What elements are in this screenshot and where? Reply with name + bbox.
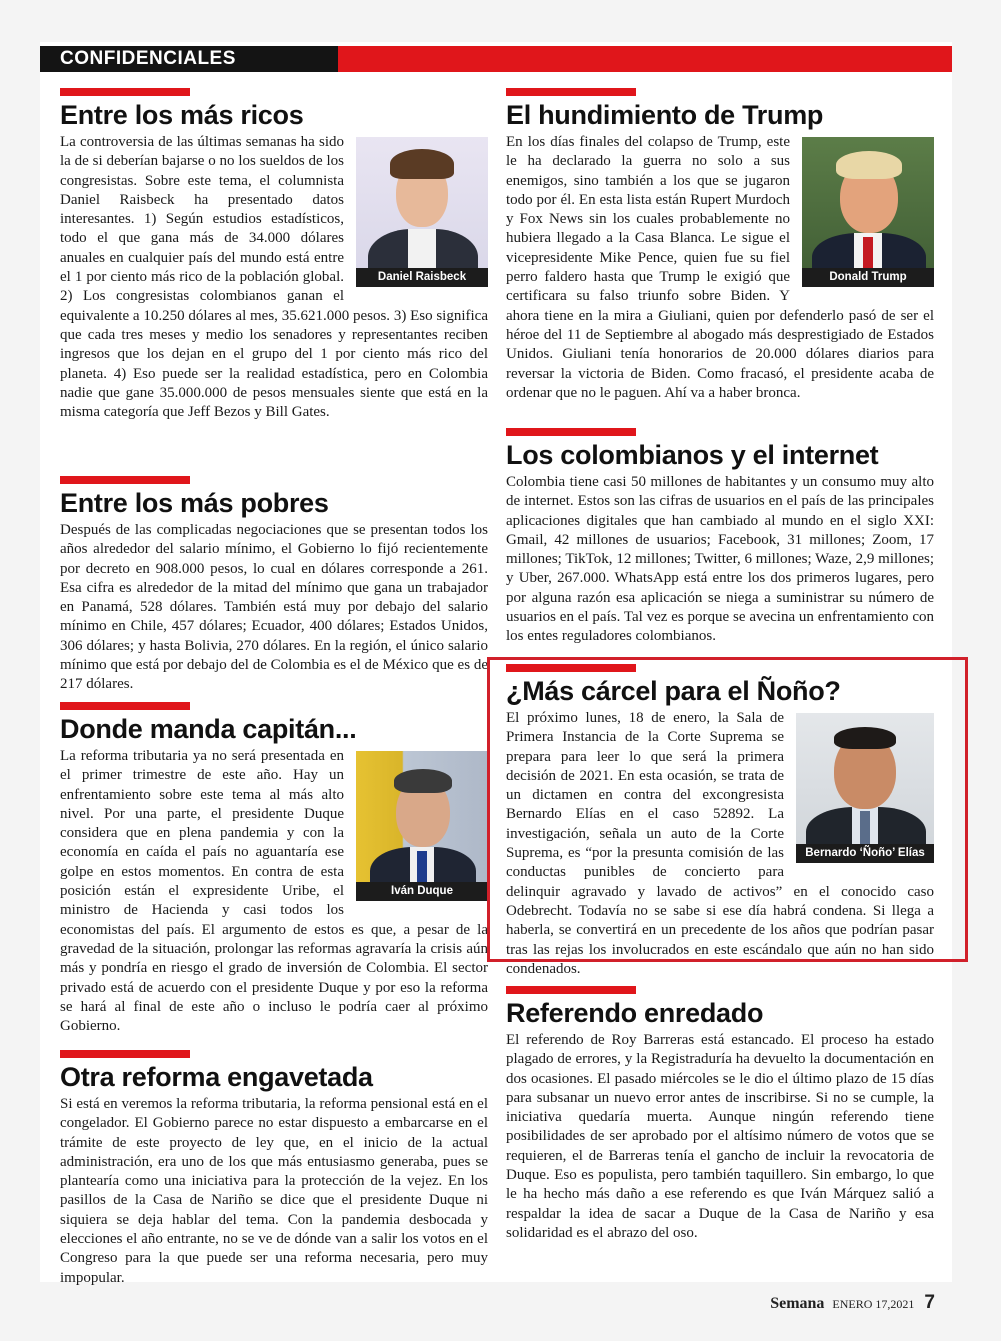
article-accent-bar xyxy=(60,702,190,710)
article-title: Donde manda capitán... xyxy=(60,714,357,744)
article-title: Otra reforma engavetada xyxy=(60,1062,373,1092)
article-accent-bar xyxy=(506,986,636,994)
photo-caption: Iván Duque xyxy=(356,882,488,901)
article-body: En los días finales del colapso de Trump, este le ha declarado la guerra no solo a sus enemigos, sino también a los que se jugaron todo por él. En esta lista están Rupert Murdoch y Fox News sin los cuales probablemente no hubiera llegado a la Casa Blanca. Le sigue el vicepresidente Mike Pence, quien fue su fiel perro faldero hasta que Trump le exigió que certificara su falso triunfo sobre Biden. Y ahora tiene en la mira a Giuliani, quien por defenderlo pasó de ser el héroe del 11 de Septiembre al abogado más desprestigiado de Estados Unidos. Giuliani tenía honorarios de 20.000 dólares diarios para reversar la victoria de Biden. Como fracasó, el presidente acaba de ordenar que no le paguen. Ahí va a haber bronca. xyxy=(506,134,934,401)
article-accent-bar xyxy=(60,1050,190,1058)
article-body: La controversia de las últimas semanas ha sido la de si deberían bajarse o no los sueldos de los congresistas. Sobre este tema, el columnista Daniel Raisbeck ha presentado datos interesantes. 1) Según estudios estadísticos, todo el que gana más de 34.000 dólares anuales en cualquier país del mundo está entre el 1 por ciento más rico de la población global. 2) Los congresistas colombianos ganan el equivalente a 10.250 dólares al mes, 35.621.000 pesos. 3) Eso significa que cada tres meses y medio los senadores y representantes reciben ingresos que los dejan en el grupo del 1 por ciento más rico del planeta. 4) Eso puede ser la realidad estadística, pero en Colombia nadie que gane 35.000.000 de pesos mensuales siente que está en la misma categoría que Jeff Bezos y Bill Gates. xyxy=(60,134,488,421)
highlight-box xyxy=(487,657,968,962)
article-reforma xyxy=(60,1050,488,1288)
section-label: CONFIDENCIALES xyxy=(60,48,236,69)
article-body: Colombia tiene casi 50 millones de habitantes y un consumo muy alto de internet. Estos son las cifras de usuarios en el país de las principales aplicaciones digitales que han cambiado al mundo en el siglo XXI: Gmail, 42 millones de usuarios; Facebook, 31 millones; Zoom, 17 millones; TikTok, 12 millones; Twitter, 6 millones; Waze, 2,9 millones; y Uber, 267.000. WhatsApp está entre los dos primeros lugares, pero por alguna razón esa aplicación se niega a suministrar su número de usuarios en el país. Tal vez es porque se avecina un enfrentamiento con los entes reguladores colombianos. xyxy=(506,474,934,645)
article-title: Referendo enredado xyxy=(506,998,764,1028)
photo-caption: Bernardo ‘Ñoño’ Elías xyxy=(796,844,934,863)
page-number: 7 xyxy=(924,1292,935,1313)
article-body: La reforma tributaria ya no será presentada en el primer trimestre de este año. Hay un enfrentamiento sobre este tema al más alto nivel. Por una parte, el presidente Duque considera que en plena pandemia y con la economía en caída el país no aguantaría ese golpe en estos momentos. En contra de esta posición están el expresidente Uribe, el ministro de Hacienda y casi todos los economistas del país. El argumento de estos es que, a pesar de la gravedad de la situación, prolongar las reformas agravaría la crisis aún más y pondría en riesgo el grado de inversión de Colombia. El sector privado está de acuerdo con el presidente Duque y por eso la reforma se hará al final de este año o incluso le podría caer al próximo Gobierno. xyxy=(60,748,488,1035)
article-trump xyxy=(506,88,934,418)
footer-date: ENERO 17,2021 xyxy=(832,1297,915,1311)
article-body: Después de las complicadas negociaciones que se presentan todos los años alrededor del salario mínimo, el Gobierno lo fijó recientemente por decreto en 908.000 pesos, lo cual en dólares corresponde a 261. Esa cifra es alrededor de la mitad del mínimo que gana un trabajador en Panamá, 528 dólares. También está muy por debajo del salario mínimo en Chile, 457 dólares; Ecuador, 400 dólares; Estados Unidos, 306 dólares; y hasta Bolivia, 270 dólares. En la región, el único salario mínimo que está por debajo del de Colombia es el de México que es de 217 dólares. xyxy=(60,522,488,693)
article-title: El hundimiento de Trump xyxy=(506,100,824,130)
article-title: Entre los más pobres xyxy=(60,488,329,518)
article-body: El referendo de Roy Barreras está estancado. El proceso ha estado plagado de errores, y la Registraduría ha devuelto la documentación en dos ocasiones. El pasado miércoles se le dio el último plazo de 15 días para subsanar un nuevo error antes de inscribirse. Si no se cumple, la iniciativa quedaría muerta. Aunque ningún referendo tiene posibilidades de ser aprobado por el altísimo número de votos que se requieren, el de Barreras tenía el gancho de incluir la revocatoria de Duque. Eso es populista, pero también taquillero. Sin embargo, lo que le ha hecho más daño a ese referendo es que Iván Márquez salió a respaldar la idea de sacar a Duque de la Casa de Nariño y esa solidaridad es el abrazo del oso. xyxy=(506,1032,934,1241)
left-column xyxy=(60,88,488,1298)
article-body: El próximo lunes, 18 de enero, la Sala de Primera Instancia de la Corte Suprema se prepara para leer lo que será la primera decisión de 2021. En esta ocasión, se trata de un dictamen en contra del excongresista Bernardo Elías en el caso 52892. La investigación, señala un auto de la Corte Suprema, es “por la presunta comisión de las conductas punibles de concierto para delinquir agravado y lavado de activos” en el conocido caso Odebrecht. Todavía no se sabe si ese día habrá condena. Si llega a haberla, se convertirá en un precedente de los años que podrían pasar tras las rejas los involucrados en este escándalo que aún no han sido condenados. xyxy=(506,710,934,977)
article-title: Entre los más ricos xyxy=(60,100,304,130)
page-footer xyxy=(770,1292,935,1314)
article-ricos xyxy=(60,88,488,466)
photo-caption: Donald Trump xyxy=(802,268,934,287)
article-body: Si está en veremos la reforma tributaria, la reforma pensional está en el congelador. El Gobierno parece no estar dispuesto a embarcarse en el trámite de este proyecto de ley que, en el inicio de la actual administración, era uno de los que más entusiasmo generaba, pues se plantearía como una iniciativa para la protección de la vejez. En los pasillos de la Casa de Nariño se dice que el presidente Duque ni siquiera se deja hablar del tema. Con la pandemia desbocada y elecciones el año entrante, no se ve de dónde van a salir los votos en el Congreso para la que puede ser una reforma necesaria, pero muy impopular. xyxy=(60,1096,488,1286)
article-internet xyxy=(506,428,934,654)
photo-daniel-raisbeck xyxy=(356,137,488,287)
article-accent-bar xyxy=(60,476,190,484)
photo-figure-hair xyxy=(390,149,454,179)
article-pobres xyxy=(60,476,488,692)
footer-brand: Semana xyxy=(770,1295,825,1312)
photo-figure-hair xyxy=(394,769,452,793)
article-title: ¿Más cárcel para el Ñoño? xyxy=(506,676,841,706)
photo-figure-hair xyxy=(836,151,902,179)
photo-caption: Daniel Raisbeck xyxy=(356,268,488,287)
article-accent-bar xyxy=(506,88,636,96)
article-capitan xyxy=(60,702,488,1040)
photo-donald-trump xyxy=(802,137,934,287)
article-title: Los colombianos y el internet xyxy=(506,440,879,470)
article-accent-bar xyxy=(506,428,636,436)
photo-ivan-duque xyxy=(356,751,488,901)
article-referendo xyxy=(506,986,934,1243)
article-accent-bar xyxy=(60,88,190,96)
